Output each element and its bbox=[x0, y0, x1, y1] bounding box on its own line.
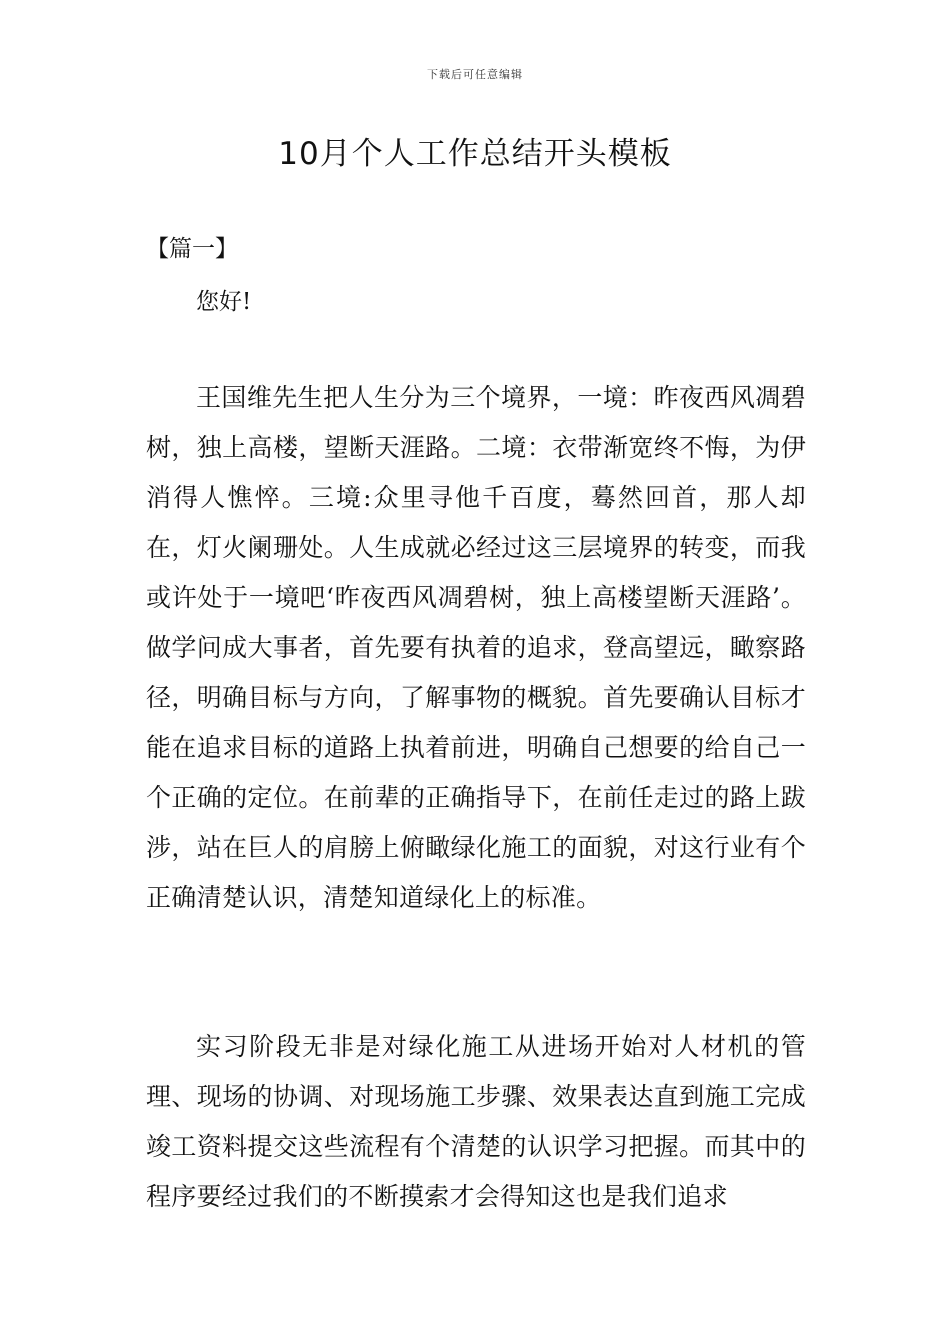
body-paragraph: 王国维先生把人生分为三个境界，一境：昨夜西风凋碧树，独上高楼，望断天涯路。二境：衣带渐宽终不悔，为伊消得人憔悴。三境:众里寻他千百度，蓦然回首，那人却在，灯火阑珊处。人生成就必经过这三层境界的转变，而我或许处于一境吧‘昨夜西风凋碧树，独上高楼望断天涯路’。做学问成大事者，首先要有执着的追求，登高望远，瞰察路径，明确目标与方向，了解事物的概貌。首先要确认目标才能在追求目标的道路上执着前进，明确自己想要的给自己一个正确的定位。在前辈的正确指导下，在前任走过的路上跋涉，站在巨人的肩膀上俯瞰绿化施工的面貌，对这行业有个正确清楚认识，清楚知道绿化上的标准。 bbox=[146, 383, 806, 912]
header-note: 下载后可任意编辑 bbox=[427, 68, 523, 81]
greeting-line: 您好! bbox=[196, 289, 252, 315]
document-title: 10月个人工作总结开头模板 bbox=[278, 136, 672, 172]
section-label: 【篇一】 bbox=[146, 236, 238, 262]
body-paragraph: 实习阶段无非是对绿化施工从进场开始对人材机的管理、现场的协调、对现场施工步骤、效果表达直到施工完成竣工资料提交这些流程有个清楚的认识学习把握。而其中的程序要经过我们的不断摸索才会得知这也是我们追求 bbox=[146, 1032, 806, 1211]
